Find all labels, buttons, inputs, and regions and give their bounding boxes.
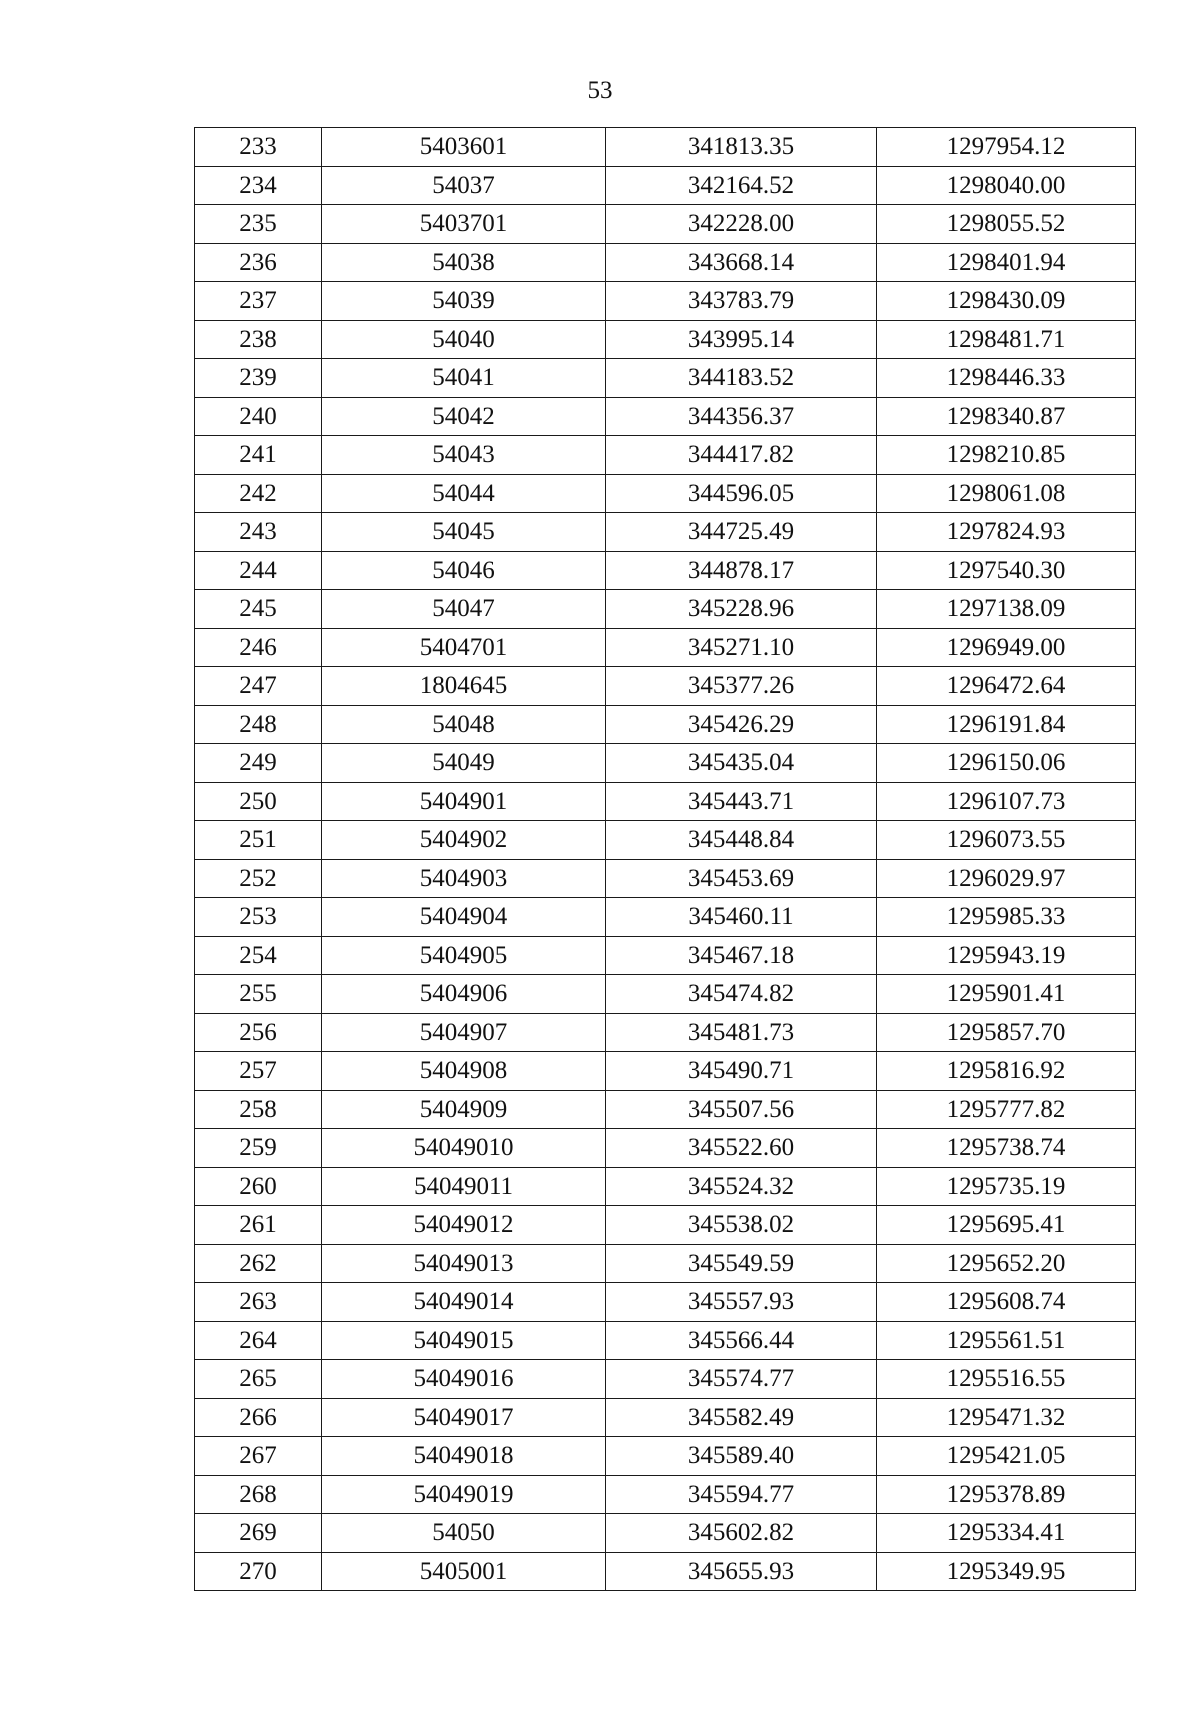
row-index-cell: 261 <box>195 1206 322 1245</box>
row-index-cell: 266 <box>195 1398 322 1437</box>
x-coordinate-cell: 345522.60 <box>606 1129 877 1168</box>
point-id-cell: 54049012 <box>322 1206 606 1245</box>
y-coordinate-cell: 1295334.41 <box>877 1514 1136 1553</box>
row-index-cell: 246 <box>195 628 322 667</box>
table-row <box>195 551 1136 590</box>
row-index-cell: 235 <box>195 205 322 244</box>
row-index-cell: 267 <box>195 1437 322 1476</box>
y-coordinate-cell: 1295857.70 <box>877 1013 1136 1052</box>
point-id-cell: 5403701 <box>322 205 606 244</box>
table-row <box>195 1514 1136 1553</box>
row-index-cell: 245 <box>195 590 322 629</box>
x-coordinate-cell: 345594.77 <box>606 1475 877 1514</box>
row-index-cell: 269 <box>195 1514 322 1553</box>
x-coordinate-cell: 345557.93 <box>606 1283 877 1322</box>
point-id-cell: 54040 <box>322 320 606 359</box>
x-coordinate-cell: 345271.10 <box>606 628 877 667</box>
x-coordinate-cell: 345435.04 <box>606 744 877 783</box>
x-coordinate-cell: 345443.71 <box>606 782 877 821</box>
y-coordinate-cell: 1295985.33 <box>877 898 1136 937</box>
x-coordinate-cell: 343995.14 <box>606 320 877 359</box>
y-coordinate-cell: 1295695.41 <box>877 1206 1136 1245</box>
y-coordinate-cell: 1298040.00 <box>877 166 1136 205</box>
x-coordinate-cell: 344356.37 <box>606 397 877 436</box>
x-coordinate-cell: 342164.52 <box>606 166 877 205</box>
table-row <box>195 166 1136 205</box>
point-id-cell: 5404909 <box>322 1090 606 1129</box>
table-row <box>195 1283 1136 1322</box>
point-id-cell: 54046 <box>322 551 606 590</box>
row-index-cell: 256 <box>195 1013 322 1052</box>
table-row <box>195 975 1136 1014</box>
table-row <box>195 936 1136 975</box>
table-row <box>195 1090 1136 1129</box>
x-coordinate-cell: 345467.18 <box>606 936 877 975</box>
point-id-cell: 54049015 <box>322 1321 606 1360</box>
row-index-cell: 237 <box>195 282 322 321</box>
x-coordinate-cell: 345490.71 <box>606 1052 877 1091</box>
point-id-cell: 54038 <box>322 243 606 282</box>
y-coordinate-cell: 1295943.19 <box>877 936 1136 975</box>
row-index-cell: 254 <box>195 936 322 975</box>
point-id-cell: 5404907 <box>322 1013 606 1052</box>
row-index-cell: 257 <box>195 1052 322 1091</box>
x-coordinate-cell: 345426.29 <box>606 705 877 744</box>
point-id-cell: 54049017 <box>322 1398 606 1437</box>
y-coordinate-cell: 1298055.52 <box>877 205 1136 244</box>
table-row <box>195 320 1136 359</box>
row-index-cell: 236 <box>195 243 322 282</box>
table-row <box>195 1437 1136 1476</box>
y-coordinate-cell: 1296029.97 <box>877 859 1136 898</box>
x-coordinate-cell: 345474.82 <box>606 975 877 1014</box>
table-row <box>195 128 1136 167</box>
point-id-cell: 5405001 <box>322 1552 606 1591</box>
row-index-cell: 240 <box>195 397 322 436</box>
table-row <box>195 859 1136 898</box>
point-id-cell: 5404902 <box>322 821 606 860</box>
y-coordinate-cell: 1296191.84 <box>877 705 1136 744</box>
y-coordinate-cell: 1296472.64 <box>877 667 1136 706</box>
x-coordinate-cell: 345602.82 <box>606 1514 877 1553</box>
table-row <box>195 436 1136 475</box>
y-coordinate-cell: 1297138.09 <box>877 590 1136 629</box>
y-coordinate-cell: 1296107.73 <box>877 782 1136 821</box>
table-body <box>195 128 1136 1591</box>
y-coordinate-cell: 1298430.09 <box>877 282 1136 321</box>
point-id-cell: 54044 <box>322 474 606 513</box>
y-coordinate-cell: 1295378.89 <box>877 1475 1136 1514</box>
x-coordinate-cell: 341813.35 <box>606 128 877 167</box>
table-row <box>195 243 1136 282</box>
y-coordinate-cell: 1295777.82 <box>877 1090 1136 1129</box>
row-index-cell: 234 <box>195 166 322 205</box>
row-index-cell: 270 <box>195 1552 322 1591</box>
x-coordinate-cell: 345582.49 <box>606 1398 877 1437</box>
x-coordinate-cell: 345481.73 <box>606 1013 877 1052</box>
point-id-cell: 54045 <box>322 513 606 552</box>
y-coordinate-cell: 1295738.74 <box>877 1129 1136 1168</box>
y-coordinate-cell: 1298481.71 <box>877 320 1136 359</box>
table-row <box>195 205 1136 244</box>
point-id-cell: 5404904 <box>322 898 606 937</box>
table-row <box>195 513 1136 552</box>
row-index-cell: 263 <box>195 1283 322 1322</box>
page-number: 53 <box>587 77 613 104</box>
table-row <box>195 1398 1136 1437</box>
row-index-cell: 247 <box>195 667 322 706</box>
table-row <box>195 1052 1136 1091</box>
y-coordinate-cell: 1295349.95 <box>877 1552 1136 1591</box>
y-coordinate-cell: 1297954.12 <box>877 128 1136 167</box>
row-index-cell: 262 <box>195 1244 322 1283</box>
row-index-cell: 248 <box>195 705 322 744</box>
row-index-cell: 253 <box>195 898 322 937</box>
row-index-cell: 259 <box>195 1129 322 1168</box>
table-row <box>195 667 1136 706</box>
point-id-cell: 5403601 <box>322 128 606 167</box>
y-coordinate-cell: 1298210.85 <box>877 436 1136 475</box>
y-coordinate-cell: 1295816.92 <box>877 1052 1136 1091</box>
row-index-cell: 260 <box>195 1167 322 1206</box>
point-id-cell: 54047 <box>322 590 606 629</box>
point-id-cell: 5404901 <box>322 782 606 821</box>
y-coordinate-cell: 1295608.74 <box>877 1283 1136 1322</box>
row-index-cell: 255 <box>195 975 322 1014</box>
row-index-cell: 251 <box>195 821 322 860</box>
table-row <box>195 1244 1136 1283</box>
x-coordinate-cell: 343783.79 <box>606 282 877 321</box>
x-coordinate-cell: 345448.84 <box>606 821 877 860</box>
point-id-cell: 1804645 <box>322 667 606 706</box>
y-coordinate-cell: 1295561.51 <box>877 1321 1136 1360</box>
y-coordinate-cell: 1295901.41 <box>877 975 1136 1014</box>
row-index-cell: 250 <box>195 782 322 821</box>
table-row <box>195 744 1136 783</box>
y-coordinate-cell: 1295421.05 <box>877 1437 1136 1476</box>
y-coordinate-cell: 1298061.08 <box>877 474 1136 513</box>
table-row <box>195 705 1136 744</box>
row-index-cell: 264 <box>195 1321 322 1360</box>
point-id-cell: 54049019 <box>322 1475 606 1514</box>
table-row <box>195 782 1136 821</box>
x-coordinate-cell: 345524.32 <box>606 1167 877 1206</box>
x-coordinate-cell: 344878.17 <box>606 551 877 590</box>
point-id-cell: 54050 <box>322 1514 606 1553</box>
table-row <box>195 1321 1136 1360</box>
y-coordinate-cell: 1296949.00 <box>877 628 1136 667</box>
point-id-cell: 54043 <box>322 436 606 475</box>
row-index-cell: 238 <box>195 320 322 359</box>
y-coordinate-cell: 1295735.19 <box>877 1167 1136 1206</box>
table-row <box>195 359 1136 398</box>
coordinates-table <box>194 127 1136 1591</box>
y-coordinate-cell: 1298340.87 <box>877 397 1136 436</box>
x-coordinate-cell: 345377.26 <box>606 667 877 706</box>
x-coordinate-cell: 345228.96 <box>606 590 877 629</box>
x-coordinate-cell: 345453.69 <box>606 859 877 898</box>
table-row <box>195 474 1136 513</box>
point-id-cell: 5404905 <box>322 936 606 975</box>
point-id-cell: 54049013 <box>322 1244 606 1283</box>
x-coordinate-cell: 345655.93 <box>606 1552 877 1591</box>
x-coordinate-cell: 343668.14 <box>606 243 877 282</box>
y-coordinate-cell: 1296073.55 <box>877 821 1136 860</box>
x-coordinate-cell: 345574.77 <box>606 1360 877 1399</box>
point-id-cell: 54049014 <box>322 1283 606 1322</box>
y-coordinate-cell: 1297540.30 <box>877 551 1136 590</box>
table-row <box>195 1475 1136 1514</box>
row-index-cell: 239 <box>195 359 322 398</box>
table-row <box>195 397 1136 436</box>
row-index-cell: 249 <box>195 744 322 783</box>
point-id-cell: 54042 <box>322 397 606 436</box>
x-coordinate-cell: 344183.52 <box>606 359 877 398</box>
point-id-cell: 5404903 <box>322 859 606 898</box>
x-coordinate-cell: 345589.40 <box>606 1437 877 1476</box>
point-id-cell: 5404906 <box>322 975 606 1014</box>
point-id-cell: 54049016 <box>322 1360 606 1399</box>
row-index-cell: 241 <box>195 436 322 475</box>
table-row <box>195 1013 1136 1052</box>
x-coordinate-cell: 345507.56 <box>606 1090 877 1129</box>
table-row <box>195 898 1136 937</box>
row-index-cell: 243 <box>195 513 322 552</box>
point-id-cell: 54049010 <box>322 1129 606 1168</box>
point-id-cell: 54041 <box>322 359 606 398</box>
table-row <box>195 1167 1136 1206</box>
table-row <box>195 1552 1136 1591</box>
x-coordinate-cell: 345566.44 <box>606 1321 877 1360</box>
row-index-cell: 258 <box>195 1090 322 1129</box>
x-coordinate-cell: 345538.02 <box>606 1206 877 1245</box>
point-id-cell: 54049011 <box>322 1167 606 1206</box>
y-coordinate-cell: 1297824.93 <box>877 513 1136 552</box>
table-row <box>195 1360 1136 1399</box>
x-coordinate-cell: 344596.05 <box>606 474 877 513</box>
x-coordinate-cell: 344417.82 <box>606 436 877 475</box>
point-id-cell: 5404908 <box>322 1052 606 1091</box>
row-index-cell: 252 <box>195 859 322 898</box>
table-row <box>195 628 1136 667</box>
y-coordinate-cell: 1298446.33 <box>877 359 1136 398</box>
point-id-cell: 5404701 <box>322 628 606 667</box>
row-index-cell: 244 <box>195 551 322 590</box>
row-index-cell: 233 <box>195 128 322 167</box>
y-coordinate-cell: 1298401.94 <box>877 243 1136 282</box>
table-row <box>195 1206 1136 1245</box>
row-index-cell: 242 <box>195 474 322 513</box>
x-coordinate-cell: 342228.00 <box>606 205 877 244</box>
table-row <box>195 590 1136 629</box>
x-coordinate-cell: 345460.11 <box>606 898 877 937</box>
point-id-cell: 54037 <box>322 166 606 205</box>
table-row <box>195 282 1136 321</box>
table-row <box>195 821 1136 860</box>
point-id-cell: 54039 <box>322 282 606 321</box>
table-row <box>195 1129 1136 1168</box>
point-id-cell: 54048 <box>322 705 606 744</box>
point-id-cell: 54049 <box>322 744 606 783</box>
row-index-cell: 265 <box>195 1360 322 1399</box>
y-coordinate-cell: 1296150.06 <box>877 744 1136 783</box>
x-coordinate-cell: 345549.59 <box>606 1244 877 1283</box>
point-id-cell: 54049018 <box>322 1437 606 1476</box>
y-coordinate-cell: 1295652.20 <box>877 1244 1136 1283</box>
y-coordinate-cell: 1295516.55 <box>877 1360 1136 1399</box>
y-coordinate-cell: 1295471.32 <box>877 1398 1136 1437</box>
row-index-cell: 268 <box>195 1475 322 1514</box>
x-coordinate-cell: 344725.49 <box>606 513 877 552</box>
